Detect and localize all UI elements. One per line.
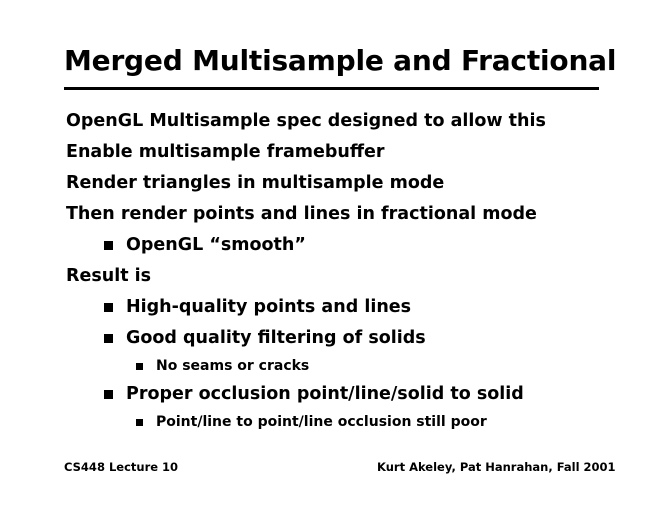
sub-bullet-item [104,328,426,348]
bullet-item [66,266,151,286]
square-bullet-icon [136,363,143,370]
bullet-text: No seams or cracks [156,358,310,374]
bullet-text: Proper occlusion point/line/solid to solid [126,384,524,404]
bullet-text: OpenGL “smooth” [126,235,306,255]
bullet-text: Enable multisample framebuffer [66,142,385,162]
sub-bullet-item [104,297,411,317]
square-bullet-icon [104,334,113,343]
bullet-text: High-quality points and lines [126,297,412,317]
bullet-text: Render triangles in multisample mode [66,173,445,193]
bullet-item [66,142,385,162]
footer-authors: Kurt Akeley, Pat Hanrahan, Fall 2001 [377,460,616,474]
bullet-item [66,204,537,224]
square-bullet-icon [136,419,143,426]
square-bullet-icon [104,303,113,312]
sub-bullet-item [104,384,524,404]
sub-sub-bullet-item [136,358,309,374]
sub-bullet-item [104,235,306,255]
sub-sub-bullet-item [136,414,487,430]
slide-title: Merged Multisample and Fractional [64,44,617,77]
bullet-text: Good quality filtering of solids [126,328,426,348]
title-rule [64,87,599,90]
square-bullet-icon [104,241,113,250]
bullet-item [66,173,444,193]
bullet-text: Result is [66,266,152,286]
footer-course: CS448 Lecture 10 [64,460,179,474]
bullet-text: OpenGL Multisample spec designed to allow this [66,111,546,131]
square-bullet-icon [104,390,113,399]
bullet-text: Then render points and lines in fractional mode [66,204,537,224]
bullet-text: Point/line to point/line occlusion still poor [156,414,487,430]
bullet-item [66,111,546,131]
